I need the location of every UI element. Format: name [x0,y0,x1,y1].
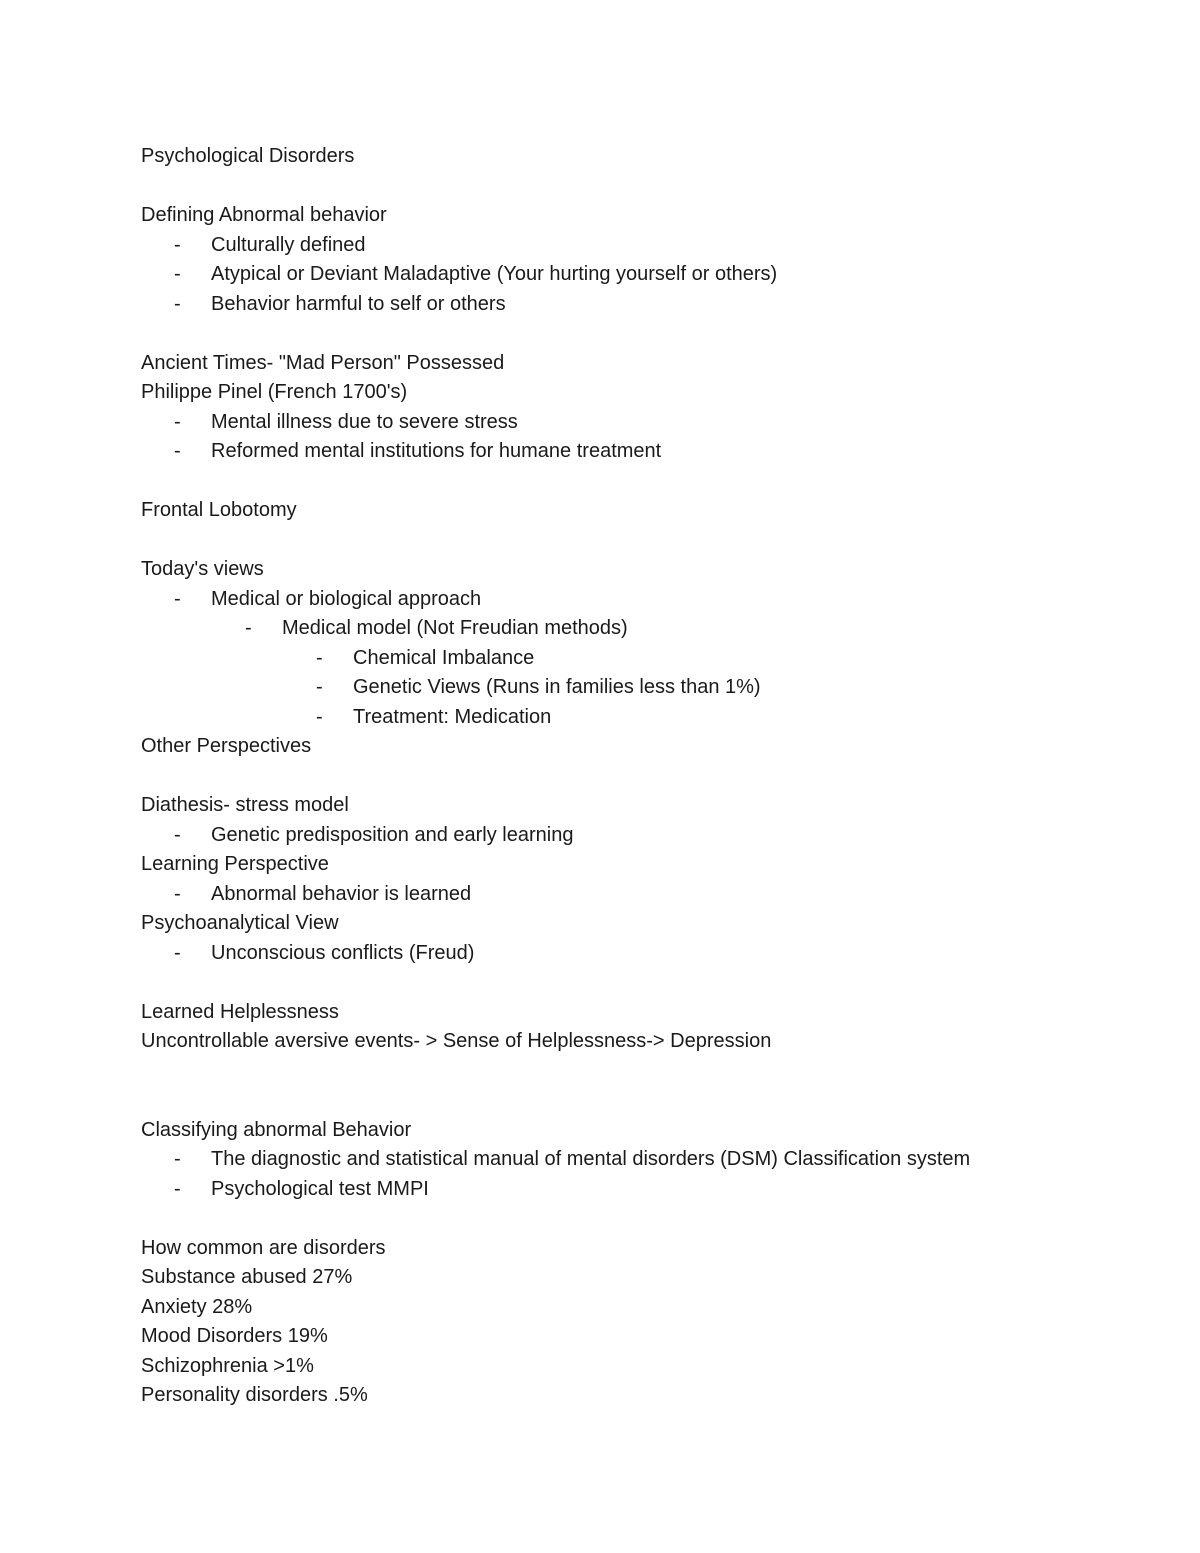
bullet-dash: - [174,263,181,285]
list-item [141,1145,1141,1175]
spacer [141,1086,1141,1116]
section-heading-diathesis: Diathesis- stress model [141,794,349,816]
bullet-dash: - [174,587,181,610]
bullet-dash: - [245,617,252,639]
bullet-dash: - [174,410,181,433]
section-heading-other: Other Perspectives [141,735,312,757]
section-heading-psychoanalytical: Psychoanalytical View [141,912,339,934]
section-heading-learning: Learning Perspective [141,853,329,875]
spacer [141,172,1141,202]
list-item-text: Abnormal behavior is learned [211,882,472,905]
list-item-text: Behavior harmful to self or others [211,292,506,315]
section-heading-defining: Defining Abnormal behavior [141,204,387,226]
spacer [141,467,1141,497]
prevalence-line: Personality disorders .5% [141,1384,368,1406]
spacer [141,1204,1141,1234]
bullet-dash: - [174,941,181,964]
list-item [141,408,1141,438]
list-item [141,703,1141,733]
list-item [141,585,1141,615]
list-item-text: Reformed mental institutions for humane treatment [211,440,662,462]
section-heading-helplessness: Learned Helplessness [141,1000,339,1023]
bullet-dash: - [174,1148,181,1170]
list-item-text: Medical model (Not Freudian methods) [282,617,628,639]
bullet-dash: - [174,440,181,462]
list-item-text: Chemical Imbalance [353,646,535,669]
list-item-text: Medical or biological approach [211,587,482,610]
list-item [141,614,1141,644]
bullet-dash: - [316,676,323,698]
list-item-text: Unconscious conflicts (Freud) [211,941,475,964]
bullet-dash: - [174,823,181,846]
spacer [141,1057,1141,1087]
list-item-text: Atypical or Deviant Maladaptive (Your hurting yourself or others) [211,263,778,285]
list-item [141,437,1141,467]
section-heading-pinel: Philippe Pinel (French 1700's) [141,381,408,403]
list-item-text: Genetic predisposition and early learning [211,823,574,846]
spacer [141,968,1141,998]
spacer [141,319,1141,349]
list-item [141,1175,1141,1205]
list-item [141,644,1141,674]
list-item [141,821,1141,851]
bullet-dash: - [174,1177,181,1200]
spacer [141,526,1141,556]
bullet-dash: - [316,646,323,669]
helplessness-chain: Uncontrollable aversive events- > Sense of Helplessness-> Depression [141,1030,772,1052]
list-item-text: Culturally defined [211,233,366,256]
prevalence-line: Substance abused 27% [141,1266,353,1288]
list-item-text: Mental illness due to severe stress [211,410,518,433]
list-item-text: Treatment: Medication [353,705,552,728]
list-item [141,673,1141,703]
section-heading-prevalence: How common are disorders [141,1236,386,1259]
document-page [141,142,1141,1411]
list-item [141,231,1141,261]
section-heading-todays-views: Today's views [141,558,264,580]
prevalence-line: Mood Disorders 19% [141,1325,328,1347]
document-title: Psychological Disorders [141,145,355,167]
section-heading-lobotomy: Frontal Lobotomy [141,499,297,521]
bullet-dash: - [174,292,181,315]
list-item-text: Genetic Views (Runs in families less than 1%) [353,676,761,698]
list-item [141,939,1141,969]
bullet-dash: - [174,882,181,905]
bullet-dash: - [316,705,323,728]
list-item [141,290,1141,320]
list-item [141,260,1141,290]
spacer [141,762,1141,792]
section-heading-classifying: Classifying abnormal Behavior [141,1118,412,1141]
list-item-text: The diagnostic and statistical manual of mental disorders (DSM) Classification system [211,1148,971,1170]
prevalence-line: Anxiety 28% [141,1295,253,1318]
bullet-dash: - [174,233,181,256]
list-item [141,880,1141,910]
section-heading-ancient: Ancient Times- "Mad Person" Possessed [141,351,505,374]
list-item-text: Psychological test MMPI [211,1177,429,1200]
prevalence-line: Schizophrenia >1% [141,1354,314,1377]
